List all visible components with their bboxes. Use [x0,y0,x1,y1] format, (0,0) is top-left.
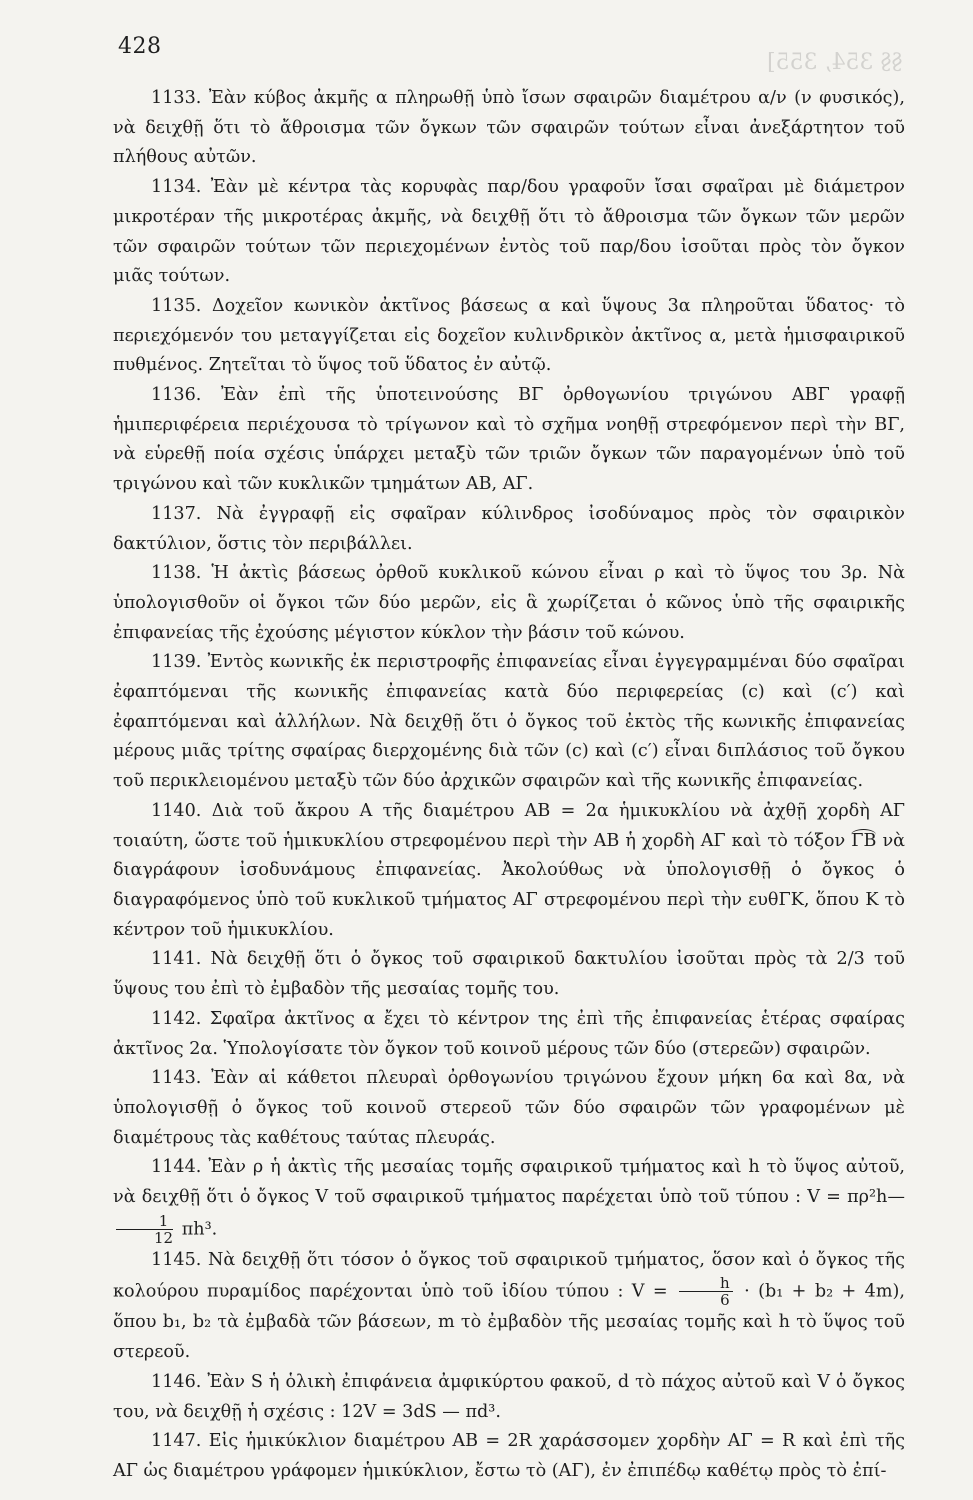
problem-text: νὰ διαγράφουν ἰσοδυνάμους ἐπιφανείας. Ἀκολούθως νὰ ὑπολογισθῇ ὁ ὄγκος ὁ διαγραφόμενος ὑπὸ τοῦ κυκλικοῦ τμήματος ΑΓ στρεφομένου περὶ τὴν ευθΓΚ, ὅπου Κ τὸ κέντρον τοῦ ἡμικυκλίου. [113,830,906,940]
problem-1142 [113,1005,905,1064]
problem-text: Διὰ τοῦ ἄκρου Α τῆς διαμέτρου ΑΒ = 2α ἡμικυκλίου νὰ ἀχθῇ χορδὴ ΑΓ τοιαύτη, ὥστε τοῦ ἡμικυκλίου στρεφομένου περὶ τὴν ΑΒ ἡ χορδὴ ΑΓ καὶ τὸ τόξον [113,800,906,851]
problem-text: Νὰ ἐγγραφῇ εἰς σφαῖραν κύλινδρος ἰσοδύναμος πρὸς τὸν σφαιρικὸν δακτύλιον, ὅστις τὸν περιβάλλει. [113,503,905,554]
problem-1144 [113,1153,905,1245]
fraction-numerator: h [679,1275,733,1292]
bleed-through-header: §§ 354, 355] [767,50,903,75]
problem-1141 [113,945,905,1004]
page-number: 428 [118,34,162,59]
problem-number: 1141. [151,949,202,970]
problem-text: πh³. [181,1219,218,1240]
problem-number: 1137. [151,503,202,524]
problem-1133 [113,84,905,173]
problem-text: Ἐὰν ἐπὶ τῆς ὑποτεινούσης ΒΓ ὀρθογωνίου τριγώνου ΑΒΓ γραφῇ ἡμιπεριφέρεια περιέχουσα τὸ τρίγωνον καὶ τὸ σχῆμα νοηθῇ στρεφόμενον περὶ τὴν ΒΓ, νὰ εὑρεθῇ ποία σχέσις ὑπάρχει μεταξὺ τῶν τριῶν ὄγκων τῶν παραγομένων ὑπὸ τοῦ τριγώνου καὶ τῶν κυκλικῶν τμημάτων ΑΒ, ΑΓ. [113,385,905,495]
problem-text: Νὰ δειχθῇ ὅτι ὁ ὄγκος τοῦ σφαιρικοῦ δακτυλίου ἰσοῦται πρὸς τὰ 2/3 τοῦ ὕψους του ἐπὶ τὸ ἐμβαδὸν τῆς μεσαίας τομῆς του. [113,949,905,1000]
problems-body [113,84,905,1487]
problem-1137 [113,500,905,559]
problem-number: 1133. [151,88,202,108]
problem-number: 1136. [151,385,202,406]
problem-text: Ἐὰν αἱ κάθετοι πλευραὶ ὀρθογωνίου τριγώνου ἔχουν μήκη 6α καὶ 8α, νὰ ὑπολογισθῇ ὁ ὄγκος τοῦ κοινοῦ στερεοῦ τῶν δύο σφαιρῶν τῶν γραφομένων μὲ διαμέτρους τὰς καθέτους ταύτας πλευράς. [113,1068,905,1148]
problem-1134 [113,173,905,292]
problem-text: Ἐὰν κύβος ἀκμῆς α πληρωθῇ ὑπὸ ἴσων σφαιρῶν διαμέτρου α/ν (ν φυσικός), νὰ δειχθῇ ὅτι τὸ ἄθροισμα τῶν ὄγκων τῶν σφαιρῶν τούτων εἶναι ἀνεξάρτητον τοῦ πλήθους αὐτῶν. [113,88,905,168]
problem-number: 1142. [151,1008,202,1029]
problem-1135 [113,292,905,381]
arc-notation: ΓΒ [851,830,877,851]
problem-number: 1146. [151,1371,202,1392]
problem-text: Ἐὰν ρ ἡ ἀκτὶς τῆς μεσαίας τομῆς σφαιρικοῦ τμήματος καὶ h τὸ ὕψος αὐτοῦ, νὰ δειχθῇ ὅτι ὁ ὄγκος V τοῦ σφαιρικοῦ τμήματος παρέχεται ὑπὸ τοῦ τύπου : V = πρ²h— [113,1157,905,1208]
problem-number: 1135. [151,295,202,316]
problem-1145 [113,1246,905,1368]
problem-text: Ἐὰν μὲ κέντρα τὰς κορυφὰς παρ/δου γραφοῦν ἴσαι σφαῖραι μὲ διάμετρον μικροτέραν τῆς μικροτέρας ἀκμῆς, νὰ δειχθῇ ὅτι τὸ ἄθροισμα τῶν ὄγκων τῶν μερῶν τῶν σφαιρῶν τούτων τῶν περιεχομένων ἐντὸς τοῦ παρ/δου ἰσοῦται πρὸς τὸν ὄγκον μιᾶς τούτων. [113,177,906,287]
fraction-numerator: 1 [116,1213,173,1230]
problem-1147 [113,1427,905,1486]
problem-text: Δοχεῖον κωνικὸν ἀκτῖνος βάσεως α καὶ ὕψους 3α πληροῦται ὕδατος· τὸ περιεχόμενόν του μεταγγίζεται εἰς δοχεῖον κυλινδρικὸν ἀκτῖνος α, μετὰ ἡμισφαιρικοῦ πυθμένος. Ζητεῖται τὸ ὕψος τοῦ ὕδατος ἐν αὐτῷ. [113,295,906,376]
problem-number: 1144. [151,1157,202,1178]
problem-1136 [113,381,905,500]
problem-1139 [113,648,905,797]
fraction [679,1275,733,1308]
problem-1140 [113,797,905,946]
problem-text: Ἐντὸς κωνικῆς ἐκ περιστροφῆς ἐπιφανείας εἶναι ἐγγεγραμμέναι δύο σφαῖραι ἐφαπτόμεναι τῆς κωνικῆς ἐπιφανείας κατὰ δύο περιφερείας (c) καὶ (c′) καὶ ἐφαπτόμεναι καὶ ἀλλήλων. Νὰ δειχθῇ ὅτι ὁ ὄγκος τοῦ ἐκτὸς τῆς κωνικῆς ἐπιφανείας μέρους μιᾶς τρίτης σφαίρας διερχομένης διὰ τῶν (c) καὶ (c′) εἶναι διπλάσιος τοῦ ὄγκου τοῦ περικλειομένου μεταξὺ τῶν δύο ἀρχικῶν σφαιρῶν καὶ τῆς κωνικῆς ἐπιφανείας. [113,652,905,792]
problem-text: Σφαῖρα ἀκτῖνος α ἔχει τὸ κέντρον της ἐπὶ τῆς ἐπιφανείας ἑτέρας σφαίρας ἀκτῖνος 2α. Ὑπολογίσατε τὸν ὄγκον τοῦ κοινοῦ μέρους τῶν δύο (στερεῶν) σφαιρῶν. [113,1008,905,1059]
problem-number: 1138. [151,563,202,584]
problem-number: 1145. [151,1249,202,1270]
problem-text: Ἐὰν S ἡ ὁλικὴ ἐπιφάνεια ἀμφικύρτου φακοῦ, d τὸ πάχος αὐτοῦ καὶ V ὁ ὄγκος του, νὰ δειχθῇ ἡ σχέσις : 12V = 3dS — πd³. [113,1371,906,1422]
problem-text: Ἡ ἀκτὶς βάσεως ὀρθοῦ κυκλικοῦ κώνου εἶναι ρ καὶ τὸ ὕψος του 3ρ. Νὰ ὑπολογισθοῦν οἱ ὄγκοι τῶν δύο μερῶν, εἰς ἃ χωρίζεται ὁ κῶνος ὑπὸ τῆς σφαιρικῆς ἐπιφανείας τῆς ἐχούσης μέγιστον κύκλον τὴν βάσιν τοῦ κώνου. [113,563,905,643]
fraction-denominator: 6 [720,1291,730,1310]
problem-1143 [113,1064,905,1153]
problem-text: Εἰς ἡμικύκλιον διαμέτρου ΑΒ = 2R χαράσσομεν χορδὴν ΑΓ = R καὶ ἐπὶ τῆς ΑΓ ὡς διαμέτρου γράφομεν ἡμικύκλιον, ἔστω τὸ (ΑΓ), ἐν ἐπιπέδῳ καθέτῳ πρὸς τὸ ἐπί- [113,1431,905,1481]
problem-number: 1140. [151,800,202,821]
problem-number: 1139. [151,652,202,673]
problem-number: 1143. [151,1068,202,1089]
problem-number: 1147. [151,1431,202,1452]
problem-number: 1134. [151,177,202,198]
problem-text: · (b₁ + b₂ + 4m), ὅπου b₁, b₂ τὰ ἐμβαδὰ τῶν βάσεων, m τὸ ἐμβαδὸν τῆς μεσαίας τομῆς καὶ h τὸ ὕψος τοῦ στερεοῦ. [113,1281,906,1363]
fraction-denominator: 12 [154,1228,174,1247]
fraction [116,1213,173,1246]
problem-1146 [113,1368,905,1427]
problem-1138 [113,559,905,648]
problem-text: Νὰ δειχθῇ ὅτι τόσον ὁ ὄγκος τοῦ σφαιρικοῦ τμήματος, ὅσον καὶ ὁ ὄγκος τῆς κολούρου πυραμίδος παρέχονται ὑπὸ τοῦ ἰδίου τύπου : V = [113,1249,905,1302]
